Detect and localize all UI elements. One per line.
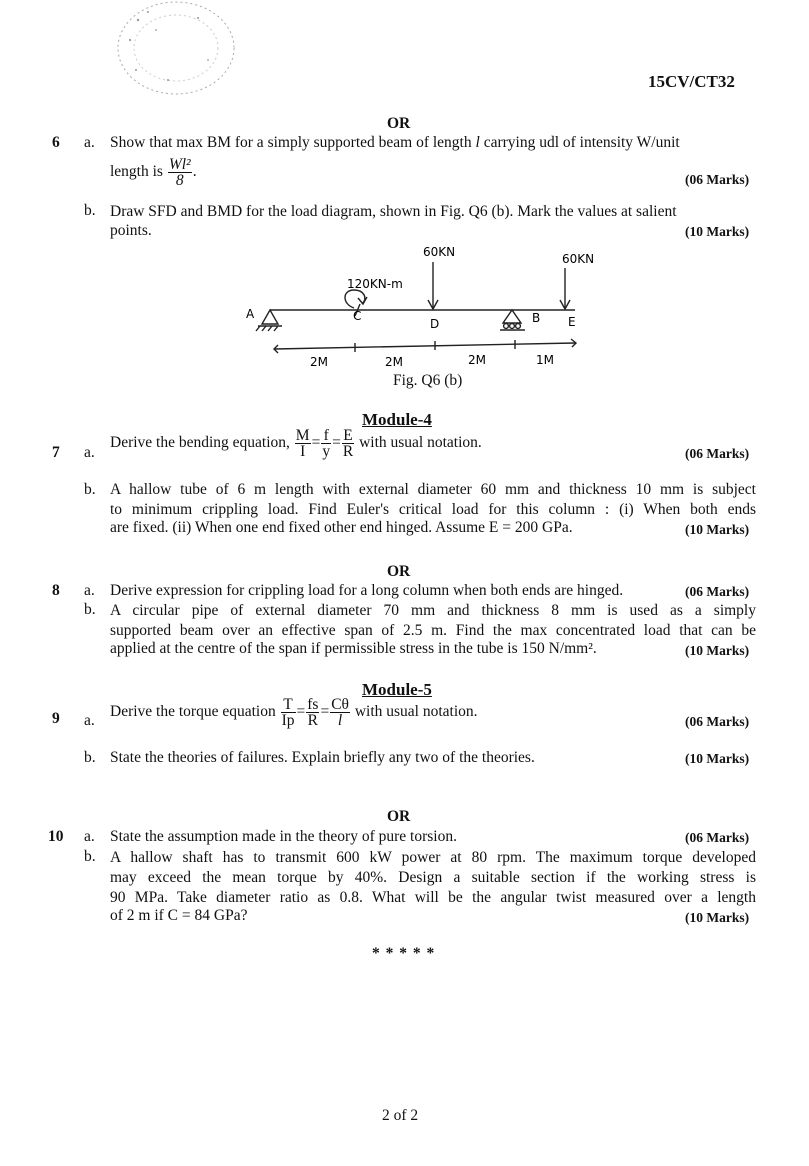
label-a: A — [246, 307, 255, 321]
module-heading: Module-5 — [362, 680, 432, 699]
question-number: 10 — [48, 828, 64, 845]
fraction-denominator: 8 — [175, 172, 184, 189]
question-text: of 2 m if C = 84 GPa? — [110, 907, 248, 924]
equals: = — [320, 703, 330, 721]
question-text: 90 MPa. Take diameter ratio as 0.8. What will be the angular twist measured over a length — [110, 889, 756, 906]
formula-fraction — [306, 697, 319, 728]
marks: (10 Marks) — [685, 522, 750, 537]
marks: (06 Marks) — [685, 446, 750, 461]
text-part: . — [192, 163, 197, 181]
sub-label: b. — [84, 848, 96, 865]
sub-label: b. — [84, 481, 96, 498]
fraction-denominator: l — [337, 712, 343, 729]
fraction-numerator: Cθ — [331, 696, 349, 713]
marks: (10 Marks) — [685, 751, 750, 766]
fraction-denominator: R — [307, 712, 319, 729]
sub-label: b. — [84, 202, 96, 219]
or-separator: OR — [387, 808, 411, 825]
fraction-denominator: R — [342, 443, 354, 460]
span-label-1: 2M — [310, 355, 328, 369]
formula-fraction — [281, 697, 296, 728]
faint-stamp-mark — [108, 0, 248, 110]
fraction-denominator: y — [322, 443, 331, 460]
text-part: with usual notation. — [354, 703, 478, 721]
question-text: Draw SFD and BMD for the load diagram, shown in Fig. Q6 (b). Mark the values at salient — [110, 203, 677, 220]
span-label-4: 1M — [536, 353, 554, 367]
marks: (06 Marks) — [685, 172, 750, 187]
question-text: State the theories of failures. Explain briefly any two of the theories. — [110, 749, 535, 766]
figure-caption: Fig. Q6 (b) — [393, 372, 463, 389]
question-text — [110, 697, 478, 728]
sub-label: a. — [84, 582, 95, 599]
text-part: Derive the bending equation, — [110, 434, 290, 452]
fraction-numerator: fs — [307, 696, 319, 713]
equals: = — [332, 434, 341, 452]
span-label-2: 2M — [385, 355, 403, 369]
text-part: Show that max BM for a simply supported beam of length — [110, 134, 472, 151]
text-part: carrying udl of intensity W/unit — [483, 134, 680, 151]
formula-fraction — [295, 428, 311, 459]
question-text: supported beam over an effective span of 2.5 m. Find the max concentrated load that can be — [110, 622, 756, 639]
sub-label: a. — [84, 828, 95, 845]
sub-label: a. — [84, 712, 95, 729]
page-number: 2 of 2 — [382, 1107, 419, 1124]
sub-label: b. — [84, 749, 96, 766]
formula-fraction — [321, 428, 331, 459]
marks: (06 Marks) — [685, 714, 750, 729]
question-text: Derive expression for crippling load for a long column when both ends are hinged. — [110, 582, 624, 599]
fraction-numerator: T — [281, 697, 296, 713]
fraction-denominator: I — [300, 443, 306, 460]
formula-fraction — [168, 157, 192, 188]
text-part: with usual notation. — [359, 434, 482, 452]
marks: (10 Marks) — [685, 224, 750, 239]
or-separator: OR — [387, 115, 411, 132]
question-number: 8 — [52, 582, 60, 599]
end-of-paper-mark: * * * * * — [372, 945, 436, 962]
pin-support-a — [262, 310, 278, 324]
symbol-l: l — [475, 134, 480, 151]
question-text: A hallow shaft has to transmit 600 kW power at 80 rpm. The maximum torque developed — [110, 849, 756, 866]
fraction-numerator: M — [295, 427, 310, 444]
label-b: B — [532, 311, 541, 325]
formula-fraction — [342, 428, 354, 459]
load-label-e: 60KN — [562, 252, 595, 266]
text-part: Derive the torque equation — [110, 703, 276, 721]
equals: = — [311, 434, 321, 452]
question-number: 9 — [52, 710, 60, 727]
sub-label: a. — [84, 444, 95, 461]
marks: (06 Marks) — [685, 584, 750, 599]
fraction-numerator: Wl² — [168, 156, 191, 173]
moment-label: 120KN-m — [347, 277, 403, 291]
question-text: A circular pipe of external diameter 70 mm and thickness 8 mm is used as a simply — [110, 602, 756, 619]
question-text: may exceed the mean torque by 40%. Design a suitable section if the working stress is — [110, 869, 756, 886]
beam-load-diagram — [230, 238, 595, 373]
question-text: are fixed. (ii) When one end fixed other end hinged. Assume E = 200 GPa. — [110, 519, 573, 536]
marks: (06 Marks) — [685, 830, 750, 845]
question-number: 6 — [52, 134, 60, 151]
or-separator: OR — [387, 563, 411, 580]
sub-label: a. — [84, 134, 95, 151]
sub-label: b. — [84, 601, 96, 618]
question-text: to minimum crippling load. Find Euler's critical load for this column : (i) When both ends — [110, 501, 756, 518]
equals: = — [296, 703, 306, 721]
question-text: applied at the centre of the span if permissible stress in the tube is 150 N/mm². — [110, 640, 597, 657]
label-c: C — [353, 309, 362, 323]
question-text — [110, 157, 197, 188]
roller-support-b — [503, 310, 521, 323]
question-text: points. — [110, 222, 152, 239]
module-heading: Module-4 — [362, 410, 432, 429]
question-number: 7 — [52, 444, 60, 461]
question-text — [110, 428, 482, 459]
marks: (10 Marks) — [685, 643, 750, 658]
marks: (10 Marks) — [685, 910, 750, 925]
load-label-d: 60KN — [423, 245, 456, 259]
formula-fraction — [330, 697, 350, 728]
question-text: A hallow tube of 6 m length with external diameter 60 mm and thickness 10 mm is subject — [110, 481, 756, 498]
text-part: length is — [110, 163, 163, 181]
question-text: State the assumption made in the theory of pure torsion. — [110, 828, 457, 845]
question-text — [110, 134, 756, 152]
label-d: D — [430, 317, 440, 331]
span-label-3: 2M — [468, 353, 486, 367]
dimension-line — [275, 343, 575, 349]
label-e: E — [568, 315, 576, 329]
paper-code: 15CV/CT32 — [648, 72, 735, 91]
moment-c — [345, 290, 365, 308]
fraction-numerator: E — [343, 427, 353, 444]
fraction-denominator: Ip — [281, 712, 295, 729]
fraction-numerator: f — [321, 428, 331, 444]
